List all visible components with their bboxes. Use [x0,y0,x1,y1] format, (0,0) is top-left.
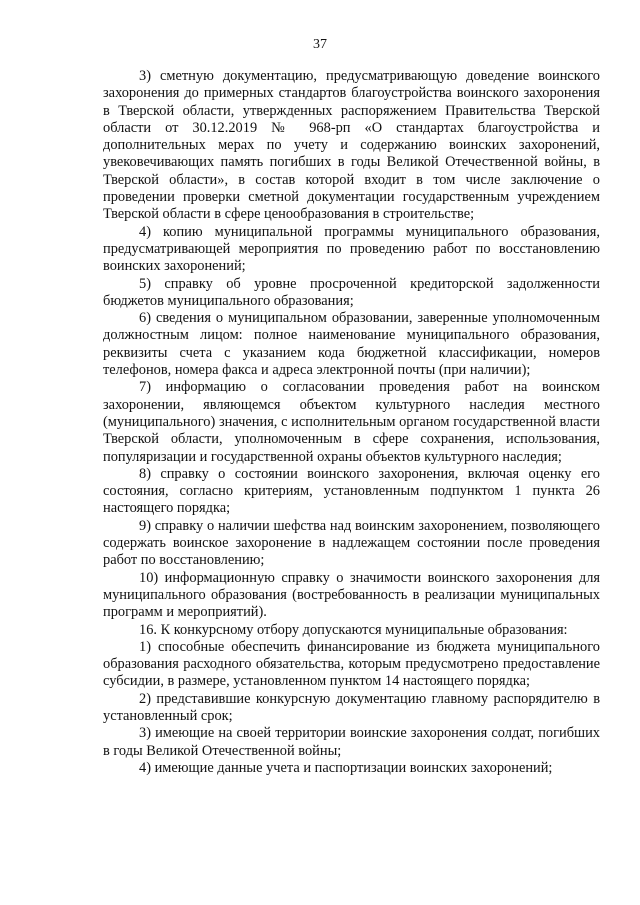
paragraph-item-10: 10) информационную справку о значимости воинского захоронения для муниципального образования (востребованность в реализации муниципальных программ и мероприятий). [103,569,600,621]
paragraph-item-6: 6) сведения о муниципальном образовании, заверенные уполномоченным должностным лицом: полное наименование муниципального образования, реквизиты счета с указанием кода бюджетной классификации, номеров телефонов, номера факса и адреса электронной почты (при наличии); [103,310,600,379]
paragraph-item-9: 9) справку о наличии шефства над воинским захоронением, позволяющего содержать воинское захоронение в надлежащем состоянии после проведения работ по восстановлению; [103,517,600,569]
section-16-item-2: 2) представившие конкурсную документацию главному распорядителю в установленный срок; [103,690,600,724]
section-16-item-1: 1) способные обеспечить финансирование из бюджета муниципального образования расходного обязательства, которым предусмотрено предоставление субсидии, в размере, установленном пунктом 14 настоящего порядка; [103,638,600,690]
section-16-item-3: 3) имеющие на своей территории воинские захоронения солдат, погибших в годы Великой Отечественной войны; [103,725,600,759]
section-16-item-4: 4) имеющие данные учета и паспортизации воинских захоронений; [139,759,553,776]
section-16-heading: 16. К конкурсному отбору допускаются муниципальные образования: [139,621,568,638]
paragraph-item-8: 8) справку о состоянии воинского захоронения, включая оценку его состояния, согласно критериям, установленным подпунктом 1 пункта 26 настоящего порядка; [103,465,600,517]
paragraph-item-5: 5) справку об уровне просроченной кредиторской задолженности бюджетов муниципального образования; [103,275,600,309]
page-number: 37 [313,37,327,52]
paragraph-item-3: 3) сметную документацию, предусматривающую доведение воинского захоронения до примерных стандартов благоустройства воинского захоронения в Тверской области, утвержденных распоряжением Правительства Тверской области от 30.12.2019 № 968-рп «О стандартах благоустройства и дополнительных мерах по учету и содержанию воинских захоронений, увековечивающих память погибших в годы Великой Отечественной войны, в Тверской области», в состав которой входит в том числе заключение о проведении проверки сметной документации государственным учреждением Тверской области в сфере ценообразования в строительстве; [103,68,600,223]
paragraph-item-7: 7) информацию о согласовании проведения работ на воинском захоронении, являющемся объектом культурного наследия местного (муниципального) значения, с исполнительным органом государственной власти Тверской области, уполномоченным в сфере сохранения, использования, популяризации и государственной охраны объектов культурного наследия; [103,379,600,465]
document-body [103,68,600,777]
paragraph-item-4: 4) копию муниципальной программы муниципального образования, предусматривающей мероприятия по проведению работ по восстановлению воинских захоронений; [103,223,600,275]
